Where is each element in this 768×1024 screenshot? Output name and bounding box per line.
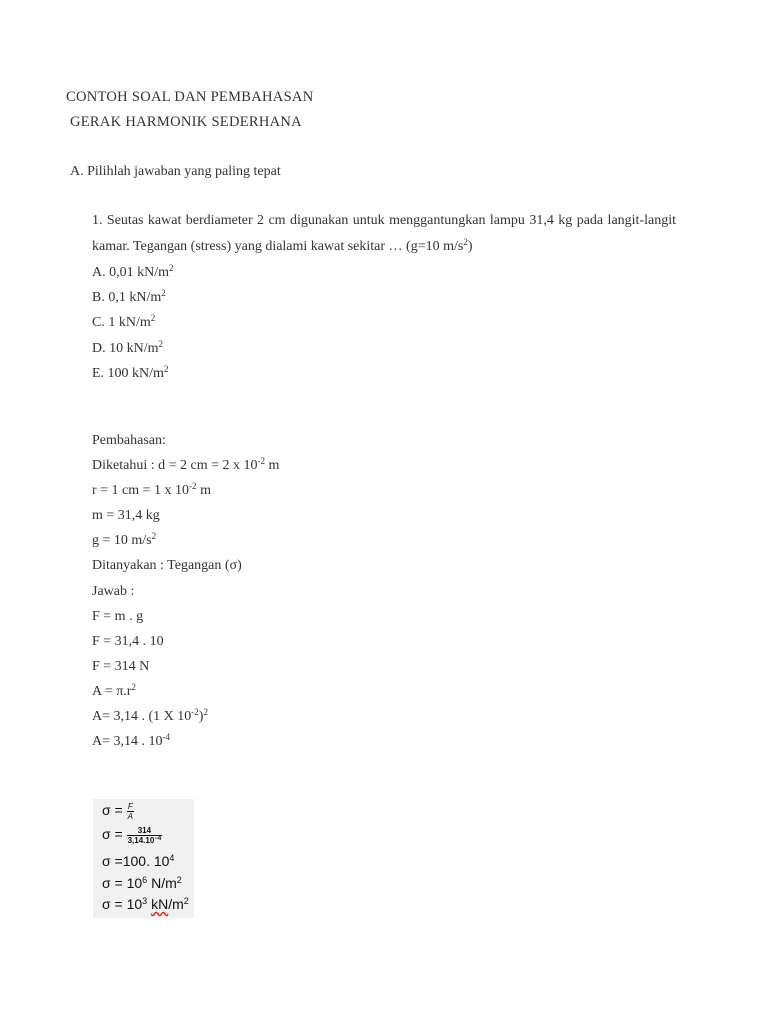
option-c: C. 1 $kN/m^2$ (92, 313, 156, 330)
known-mass: m = 31,4 kg (92, 508, 160, 523)
title-line-1: CONTOH SOAL DAN PEMBAHASAN (66, 89, 314, 105)
formula-row-2: σ = $\frac{314}{3,14.10^{-4}}$ (102, 826, 162, 845)
area-step-3: A= 3,14 . $10^{-4}$ (92, 732, 171, 749)
asked-line: Ditanyakan : Tegangan (σ) (92, 558, 242, 573)
fraction-f-over-a: $\frac{F}{A}$ (127, 802, 133, 821)
area-step-2: A= 3,14 . (1 X $10^{-2})^2$ (92, 707, 208, 724)
answer-heading: Jawab : (92, 584, 135, 599)
known-radius: r = 1 cm = 1 x $10^{-2}$ m (92, 481, 211, 498)
stress-formula-image (93, 799, 194, 918)
force-step-2: F = 31,4 . 10 (92, 634, 164, 649)
area-step-1: $A = \pi.r^2$ (92, 682, 136, 699)
option-e: E. 100 $kN/m^2$ (92, 364, 169, 381)
known-diameter: Diketahui : d = 2 cm = 2 x $10^{-2}$ m (92, 456, 280, 473)
title-line-2: GERAK HARMONIK SEDERHANA (70, 114, 302, 130)
formula-row-4: $\sigma = 10^6$ $N/m^2$ (102, 875, 182, 891)
fraction-314: $\frac{314}{3,14.10^{-4}}$ (127, 826, 162, 845)
formula-row-3: σ =100. $10^4$ (102, 853, 175, 869)
force-step-1: F = m . g (92, 609, 144, 624)
option-b: B. 0,1 $kN/m^2$ (92, 288, 166, 305)
formula-row-1: σ = $\frac{F}{A}$ (102, 802, 133, 821)
option-d: D. 10 $kN/m^2$ (92, 339, 163, 356)
formula-row-5: $\sigma = 10^3$ $kN/m^2$ (102, 896, 189, 912)
option-a: A. 0,01 $kN/m^2$ (92, 263, 174, 280)
known-gravity: g = 10 $m/s^2$ (92, 531, 157, 548)
question-text: 1. Seutas kawat berdiameter 2 cm digunakan untuk menggantungkan lampu 31,4 kg pada langit-langit kamar. Tegangan (stress) yang dialami kawat sekitar … (g=10 $m/s^2$) (92, 213, 676, 254)
force-step-3: F = 314 N (92, 659, 150, 674)
solution-heading: Pembahasan: (92, 433, 166, 448)
section-heading: A. Pilihlah jawaban yang paling tepat (70, 164, 281, 179)
